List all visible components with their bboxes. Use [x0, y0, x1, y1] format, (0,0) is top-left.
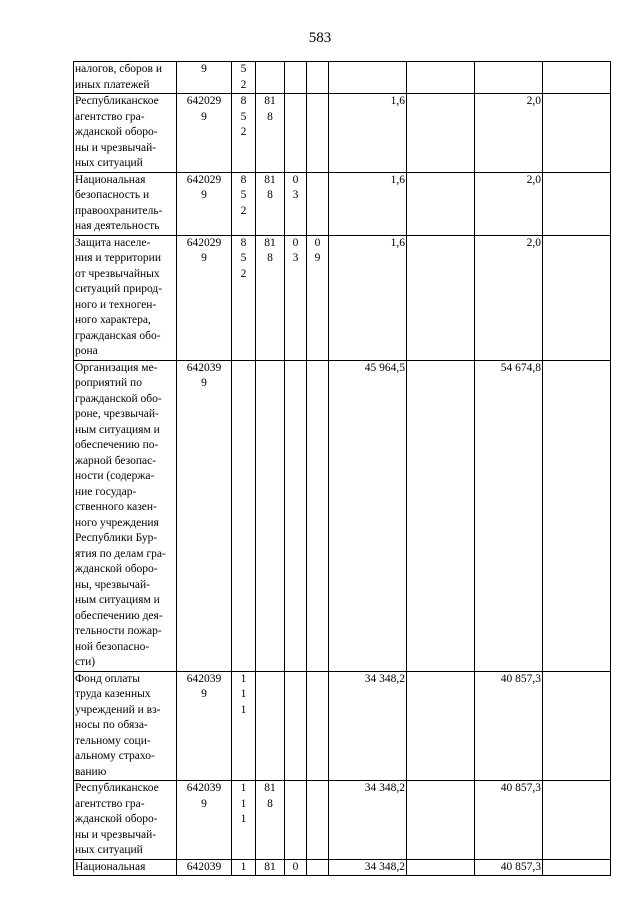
row-empty-col — [543, 62, 611, 94]
row-empty-col — [407, 671, 475, 781]
row-value-1: 34 348,2 — [364, 782, 405, 794]
row-col-b: 81 8 — [264, 173, 276, 201]
row-value-2: 40 857,3 — [500, 860, 541, 873]
row-empty-col — [543, 172, 611, 235]
row-value-1: 34 348,2 — [364, 672, 405, 685]
table-row — [74, 360, 611, 671]
row-value-2: 2,0 — [526, 173, 541, 186]
row-value-1: 1,6 — [390, 173, 405, 186]
row-value-1: 45 964,5 — [364, 361, 405, 374]
row-name: Организация ме- роприятий по гражданской обо- роне, чрезвычай- ным ситуациям и обеспечению по- жарной безопас- ности (содержа- ние государ- ственного казен- ного учреждения Республики Бур- ятия по делам гра- жданской оборо- ны, чрезвычай- ным ситуациям и обеспечению дея- тельности пожар- ной безопасно- сти) — [75, 361, 166, 668]
row-empty-col — [407, 172, 475, 235]
row-empty-col — [543, 360, 611, 671]
row-empty-col — [407, 94, 475, 173]
row-name: Фонд оплаты труда казенных учреждений и вз- носы по обяза- тельному соци- альному страхо- ванию — [75, 672, 161, 778]
row-col-b: 81 — [264, 860, 276, 873]
row-value-1: 34 348,2 — [364, 860, 405, 873]
row-col-a: 8 5 2 — [240, 173, 247, 217]
row-value-2: 40 857,3 — [500, 672, 541, 685]
table-row — [74, 671, 611, 781]
row-code: 642039 — [186, 860, 222, 873]
row-empty-col — [407, 781, 475, 860]
row-col-c: 0 — [292, 860, 299, 873]
row-col-b: 81 8 — [264, 95, 276, 123]
row-code: 642029 9 — [186, 95, 222, 123]
row-name: Республиканское агентство гра- жданской оборо- ны и чрезвычай- ных ситуаций — [75, 782, 159, 856]
row-name: Национальная безопасность и правоохранитель- ная деятельность — [75, 173, 163, 232]
row-value-2: 54 674,8 — [500, 361, 541, 374]
row-value-2: 2,0 — [526, 236, 541, 249]
table-row — [74, 94, 611, 173]
row-empty-col — [407, 360, 475, 671]
row-name: Защита населе- ния и территории от чрезвычайных ситуаций природ- ного и техноген- ного характера, гражданская обо- рона — [75, 236, 163, 357]
page-number: 583 — [308, 30, 332, 46]
row-value-1: 1,6 — [390, 236, 405, 249]
row-empty-col — [407, 62, 475, 94]
table-row — [74, 859, 611, 876]
row-empty-col — [543, 671, 611, 781]
row-code: 642029 9 — [186, 173, 222, 201]
budget-table — [73, 61, 611, 876]
row-col-a: 1 1 1 — [240, 672, 247, 716]
row-code: 9 — [201, 63, 207, 75]
table-row — [74, 62, 611, 94]
row-col-a: 8 5 2 — [240, 95, 247, 138]
row-value-1: 1,6 — [390, 95, 405, 107]
row-col-c: 0 3 — [292, 173, 299, 201]
row-value-2: 2,0 — [526, 95, 541, 107]
row-col-c: 0 3 — [292, 236, 299, 264]
row-code: 642039 9 — [186, 361, 222, 389]
row-empty-col — [543, 94, 611, 173]
row-col-d: 0 9 — [314, 236, 321, 264]
row-empty-col — [407, 235, 475, 360]
row-name: Национальная — [75, 860, 146, 873]
row-col-b: 81 8 — [264, 236, 276, 264]
row-code: 642039 9 — [186, 672, 222, 700]
row-name: налогов, сборов и иных платежей — [75, 63, 163, 91]
table-row — [74, 235, 611, 360]
row-col-a: 5 2 — [240, 63, 247, 91]
table-row — [74, 781, 611, 860]
row-empty-col — [407, 859, 475, 876]
row-name: Республиканское агентство гра- жданской оборо- ны и чрезвычай- ных ситуаций — [75, 95, 159, 169]
row-col-a: 8 5 2 — [240, 236, 247, 280]
table-row — [74, 172, 611, 235]
row-col-a: 1 — [240, 860, 247, 873]
row-value-2: 40 857,3 — [500, 782, 541, 794]
row-col-a: 1 1 1 — [240, 782, 247, 825]
row-col-b: 81 8 — [264, 782, 276, 810]
row-code: 642039 9 — [186, 782, 222, 810]
row-empty-col — [543, 859, 611, 876]
row-empty-col — [543, 781, 611, 860]
row-empty-col — [543, 235, 611, 360]
row-code: 642029 9 — [186, 236, 222, 264]
